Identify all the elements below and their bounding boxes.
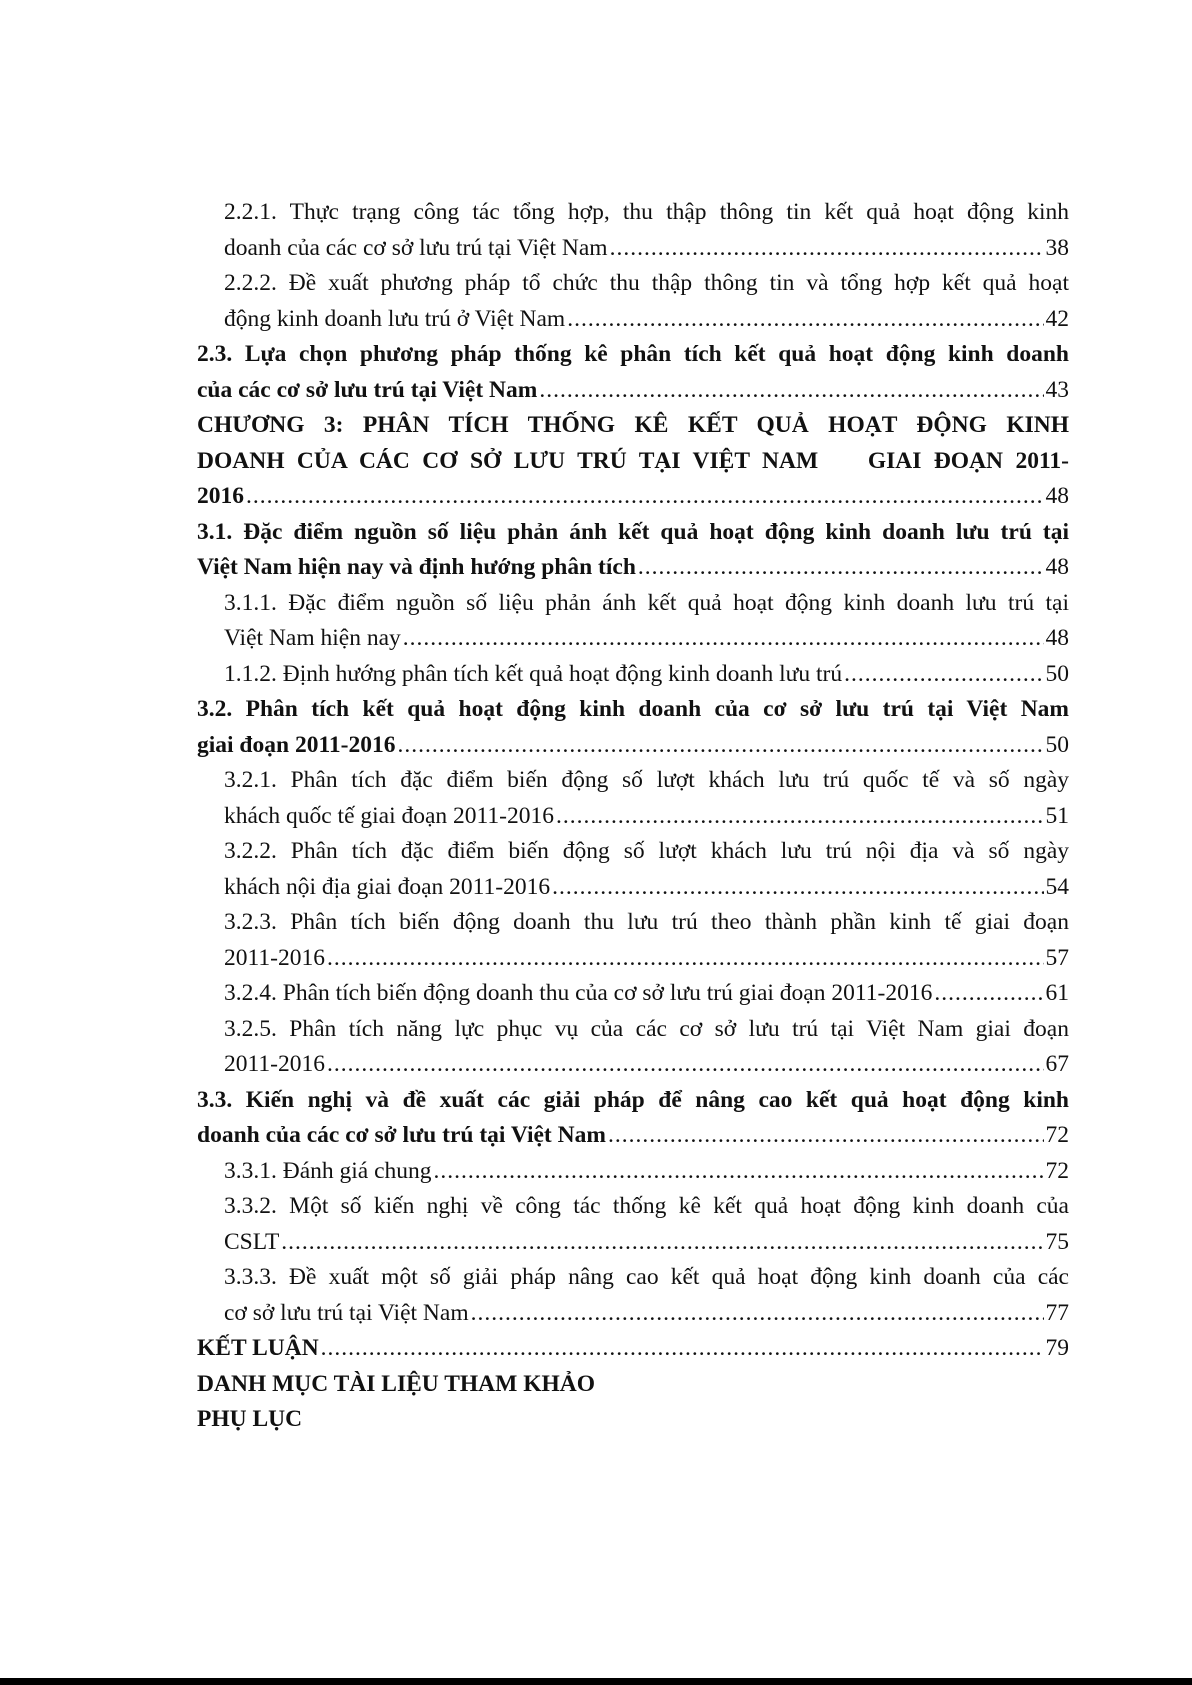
dot-leader [610, 231, 1044, 267]
toc-entry-text: 3.3. Kiến nghị và đề xuất các giải pháp để nâng cao kết quả hoạt động kinh [197, 1086, 1069, 1113]
toc-entry-last-line [224, 231, 1069, 267]
toc-entry-text: CHƯƠNG 3: PHÂN TÍCH THỐNG KÊ KẾT QUẢ HOẠT ĐỘNG KINH [197, 412, 1069, 438]
toc-entry-text: 3.3.2. Một số kiến nghị về công tác thống kê kết quả hoạt động kinh doanh của [224, 1193, 1069, 1219]
page-number: 51 [1045, 802, 1069, 829]
dot-leader [567, 302, 1043, 338]
dot-leader [321, 1331, 1044, 1367]
toc-entry-3-2-5[interactable] [197, 1012, 1069, 1083]
page-number: 54 [1045, 873, 1069, 900]
toc-entry-text: 3.3.1. Đánh giá chung [224, 1157, 432, 1184]
toc-entry-3-2-4[interactable] [197, 976, 1069, 1012]
toc-entry-text: 2011-2016 [224, 1051, 325, 1077]
toc-entry-chapter-3[interactable] [197, 408, 1069, 515]
toc-entry-last-line [197, 1118, 1069, 1154]
toc-entry-3-3-3[interactable] [197, 1260, 1069, 1331]
toc-entry-references[interactable]: DANH MỤC TÀI LIỆU THAM KHẢO [197, 1370, 596, 1397]
toc-entry-last-line [224, 1296, 1069, 1332]
toc-entry-text: 1.1.2. Định hướng phân tích kết quả hoạt động kinh doanh lưu trú [224, 660, 843, 687]
page-number: 48 [1045, 554, 1069, 580]
toc-entry-last-line [224, 302, 1069, 338]
toc-entry-text: 2.2.1. Thực trạng công tác tổng hợp, thu thập thông tin kết quả hoạt động kinh [224, 199, 1069, 225]
toc-entry-last-line [224, 799, 1069, 835]
toc-entry-text: Việt Nam hiện nay và định hướng phân tích [197, 554, 636, 580]
toc-entry-text: DOANH CỦA CÁC CƠ SỞ LƯU TRÚ TẠI VIỆT NAM GIAI ĐOẠN 2011- [197, 447, 1069, 474]
toc-entry-last-line [224, 976, 1069, 1012]
toc-entry-ket-luan[interactable] [197, 1331, 1069, 1367]
toc-entry-last-line [224, 870, 1069, 906]
page-number: 72 [1045, 1122, 1069, 1148]
dot-leader [397, 728, 1043, 764]
toc-entry-text: 2016 [197, 483, 244, 509]
toc-entry-1-1-2[interactable] [197, 657, 1069, 693]
toc-entry-last-line [197, 550, 1069, 586]
toc-entry-appendix[interactable]: PHỤ LỤC [197, 1406, 303, 1432]
toc-entry-3-1[interactable] [197, 515, 1069, 586]
dot-leader [934, 976, 1043, 1012]
toc-entry-2-2-2[interactable] [197, 266, 1069, 337]
toc-entry-last-line [224, 1225, 1069, 1261]
page-number: 72 [1045, 1157, 1069, 1184]
toc-entry-last-line [224, 941, 1069, 977]
toc-entry-last-line [224, 621, 1069, 657]
toc-entry-3-2-3[interactable] [197, 905, 1069, 976]
toc-entry-last-line [197, 373, 1069, 409]
page-number: 38 [1045, 234, 1069, 261]
toc-entry-text: doanh của các cơ sở lưu trú tại Việt Nam [224, 234, 608, 261]
dot-leader [638, 550, 1044, 586]
toc-entry-last-line [197, 479, 1069, 515]
toc-entry-text: 2.3. Lựa chọn phương pháp thống kê phân tích kết quả hoạt động kinh doanh [197, 341, 1069, 367]
toc-entry-text: khách nội địa giai đoạn 2011-2016 [224, 873, 551, 900]
toc-entry-3-3-1[interactable] [197, 1154, 1069, 1190]
dot-leader [327, 1047, 1044, 1083]
page-number: 42 [1045, 305, 1069, 332]
toc-entry-last-line [197, 728, 1069, 764]
dot-leader [608, 1118, 1044, 1154]
toc-entry-text: 3.1.1. Đặc điểm nguồn số liệu phản ánh kết quả hoạt động kinh doanh lưu trú tại [224, 589, 1069, 616]
toc-entry-text: 3.1. Đặc điểm nguồn số liệu phản ánh kết quả hoạt động kinh doanh lưu trú tại [197, 518, 1069, 545]
toc-entry-text: 3.3.3. Đề xuất một số giải pháp nâng cao kết quả hoạt động kinh doanh của các [224, 1264, 1069, 1290]
toc-entry-text: giai đoạn 2011-2016 [197, 731, 396, 758]
page-number: 77 [1045, 1299, 1069, 1326]
dot-leader [844, 657, 1043, 693]
dot-leader [552, 870, 1043, 906]
page-number: 43 [1045, 376, 1069, 403]
toc-entry-text: doanh của các cơ sở lưu trú tại Việt Nam [197, 1122, 606, 1148]
toc-entry-text: 3.2.1. Phân tích đặc điểm biến động số lượt khách lưu trú quốc tế và số ngày [224, 767, 1069, 793]
dot-leader [403, 621, 1044, 657]
toc-entry-3-3[interactable] [197, 1083, 1069, 1154]
page-number: 50 [1045, 731, 1069, 758]
page-number: 48 [1045, 625, 1069, 651]
dot-leader [281, 1225, 1043, 1261]
toc-entry-text: động kinh doanh lưu trú ở Việt Nam [224, 305, 566, 332]
toc-entry-text: cơ sở lưu trú tại Việt Nam [224, 1299, 469, 1326]
page-number: 48 [1045, 483, 1069, 509]
dot-leader [539, 373, 1043, 409]
toc-entry-3-2-1[interactable] [197, 763, 1069, 834]
page-number: 67 [1045, 1051, 1069, 1077]
toc-entry-text: Việt Nam hiện nay [224, 625, 401, 651]
toc-entry-3-1-1[interactable] [197, 586, 1069, 657]
toc-entry-3-3-2[interactable] [197, 1189, 1069, 1260]
bottom-border [0, 1678, 1192, 1685]
dot-leader [556, 799, 1044, 835]
toc-entry-text: 2.2.2. Đề xuất phương pháp tổ chức thu thập thông tin và tổng hợp kết quả hoạt [224, 270, 1069, 296]
toc-entry-3-2-2[interactable] [197, 834, 1069, 905]
page-number: 57 [1045, 944, 1069, 971]
toc-entry-last-line [224, 1154, 1069, 1190]
page-number: 61 [1045, 980, 1069, 1006]
dot-leader [434, 1154, 1044, 1190]
toc-entry-last-line [224, 1047, 1069, 1083]
toc-entry-text: của các cơ sở lưu trú tại Việt Nam [197, 376, 538, 403]
dot-leader [471, 1296, 1044, 1332]
dot-leader [246, 479, 1044, 515]
toc-entry-text: KẾT LUẬN [197, 1335, 319, 1361]
page-number: 50 [1045, 660, 1069, 687]
toc-entry-text: 3.2.3. Phân tích biến động doanh thu lưu trú theo thành phần kinh tế giai đoạn [224, 909, 1069, 935]
toc-entry-text: 3.2.2. Phân tích đặc điểm biến động số lượt khách lưu trú nội địa và số ngày [224, 838, 1069, 864]
toc-entry-text: 3.2. Phân tích kết quả hoạt động kinh doanh của cơ sở lưu trú tại Việt Nam [197, 696, 1069, 722]
toc-entry-last-line [224, 657, 1069, 693]
toc-entry-text: 2011-2016 [224, 944, 325, 971]
toc-entry-2-2-1[interactable] [197, 195, 1069, 266]
toc-entry-3-2[interactable] [197, 692, 1069, 763]
page-number: 75 [1045, 1228, 1069, 1255]
toc-entry-last-line [197, 1331, 1069, 1367]
dot-leader [327, 941, 1044, 977]
toc-entry-text: 3.2.4. Phân tích biến động doanh thu của cơ sở lưu trú giai đoạn 2011-2016 [224, 980, 933, 1006]
toc-entry-text: khách quốc tế giai đoạn 2011-2016 [224, 802, 554, 829]
page-number: 79 [1045, 1335, 1069, 1361]
toc-entry-2-3[interactable] [197, 337, 1069, 408]
toc-entry-text: CSLT [224, 1228, 280, 1255]
table-of-contents [197, 195, 1069, 1438]
toc-entry-text: 3.2.5. Phân tích năng lực phục vụ của các cơ sở lưu trú tại Việt Nam giai đoạn [224, 1015, 1069, 1042]
